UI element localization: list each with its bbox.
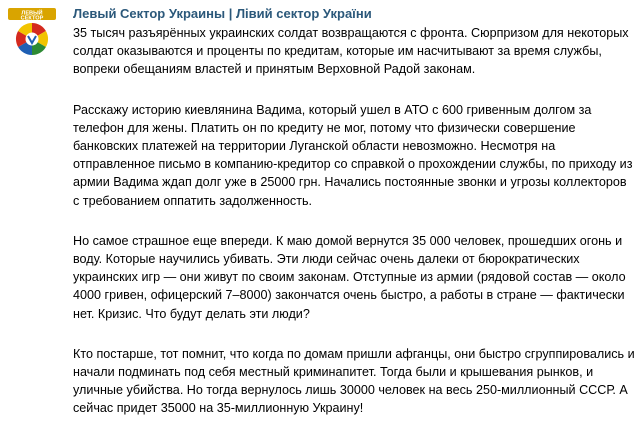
svg-text:СЕКТОР: СЕКТОР <box>20 15 44 22</box>
left-sector-logo-icon <box>7 7 57 57</box>
post-content <box>73 5 635 418</box>
post-text <box>73 24 635 418</box>
post-author-link[interactable]: Левый Сектор Украины | Лівий сектор України <box>73 6 372 21</box>
post-paragraph: Расскажу историю киевлянина Вадима, который ушел в АТО с 600 гривенным долгом за телефон для жены. Платить он по кредиту не мог, потому что физически совершение банковских платежей на территории Луганской области невозможно. Несмотря на отправленное письмо в компанию-кредитор со справкой о прохождении службы, по приходу из армии Вадима ждап долг уже в 25000 грн. Начались постоянные звонки и угрозы коллекторов с требованием оппатить задолженность. <box>73 102 633 208</box>
post-paragraph: 35 тысяч разъярённых украинских солдат возвращаются с фронта. Сюрпризом для некоторых солдат оказываются и проценты по кредитам, которые им насчитывают за время службы, вопреки обещаниям властей и принятым Верховной Радой законам. <box>73 26 629 77</box>
svg-text:ЛЕВЫЙ: ЛЕВЫЙ <box>21 10 43 17</box>
post-paragraph: Но самое страшное еще впереди. К маю домой вернутся 35 000 человек, прошедших огонь и воду. Которые научились убивать. Эти люди сейчас очень далеки от бюрократических украинских игр — они живут по своим законам. Отступные из армии (рядовой состав — около 4000 гривен, офицерский 7–8000) закончатся очень быстро, а работы в стране — фактически нет. Кризис. Что будут делать эти люди? <box>73 233 626 321</box>
avatar[interactable] <box>7 7 57 57</box>
post-paragraph: Кто постарше, тот помнит, что когда по домам пришли афганцы, они быстро сгруппировались и начали подминать под себя местный криминапитет. Тогда были и крышевания рынков, и уличные убийства. Но тогда вернулось лишь 30000 человек на весь 250-миллионный СССР. А сейчас придет 35000 на 35-миллионную Украину! <box>73 346 635 416</box>
